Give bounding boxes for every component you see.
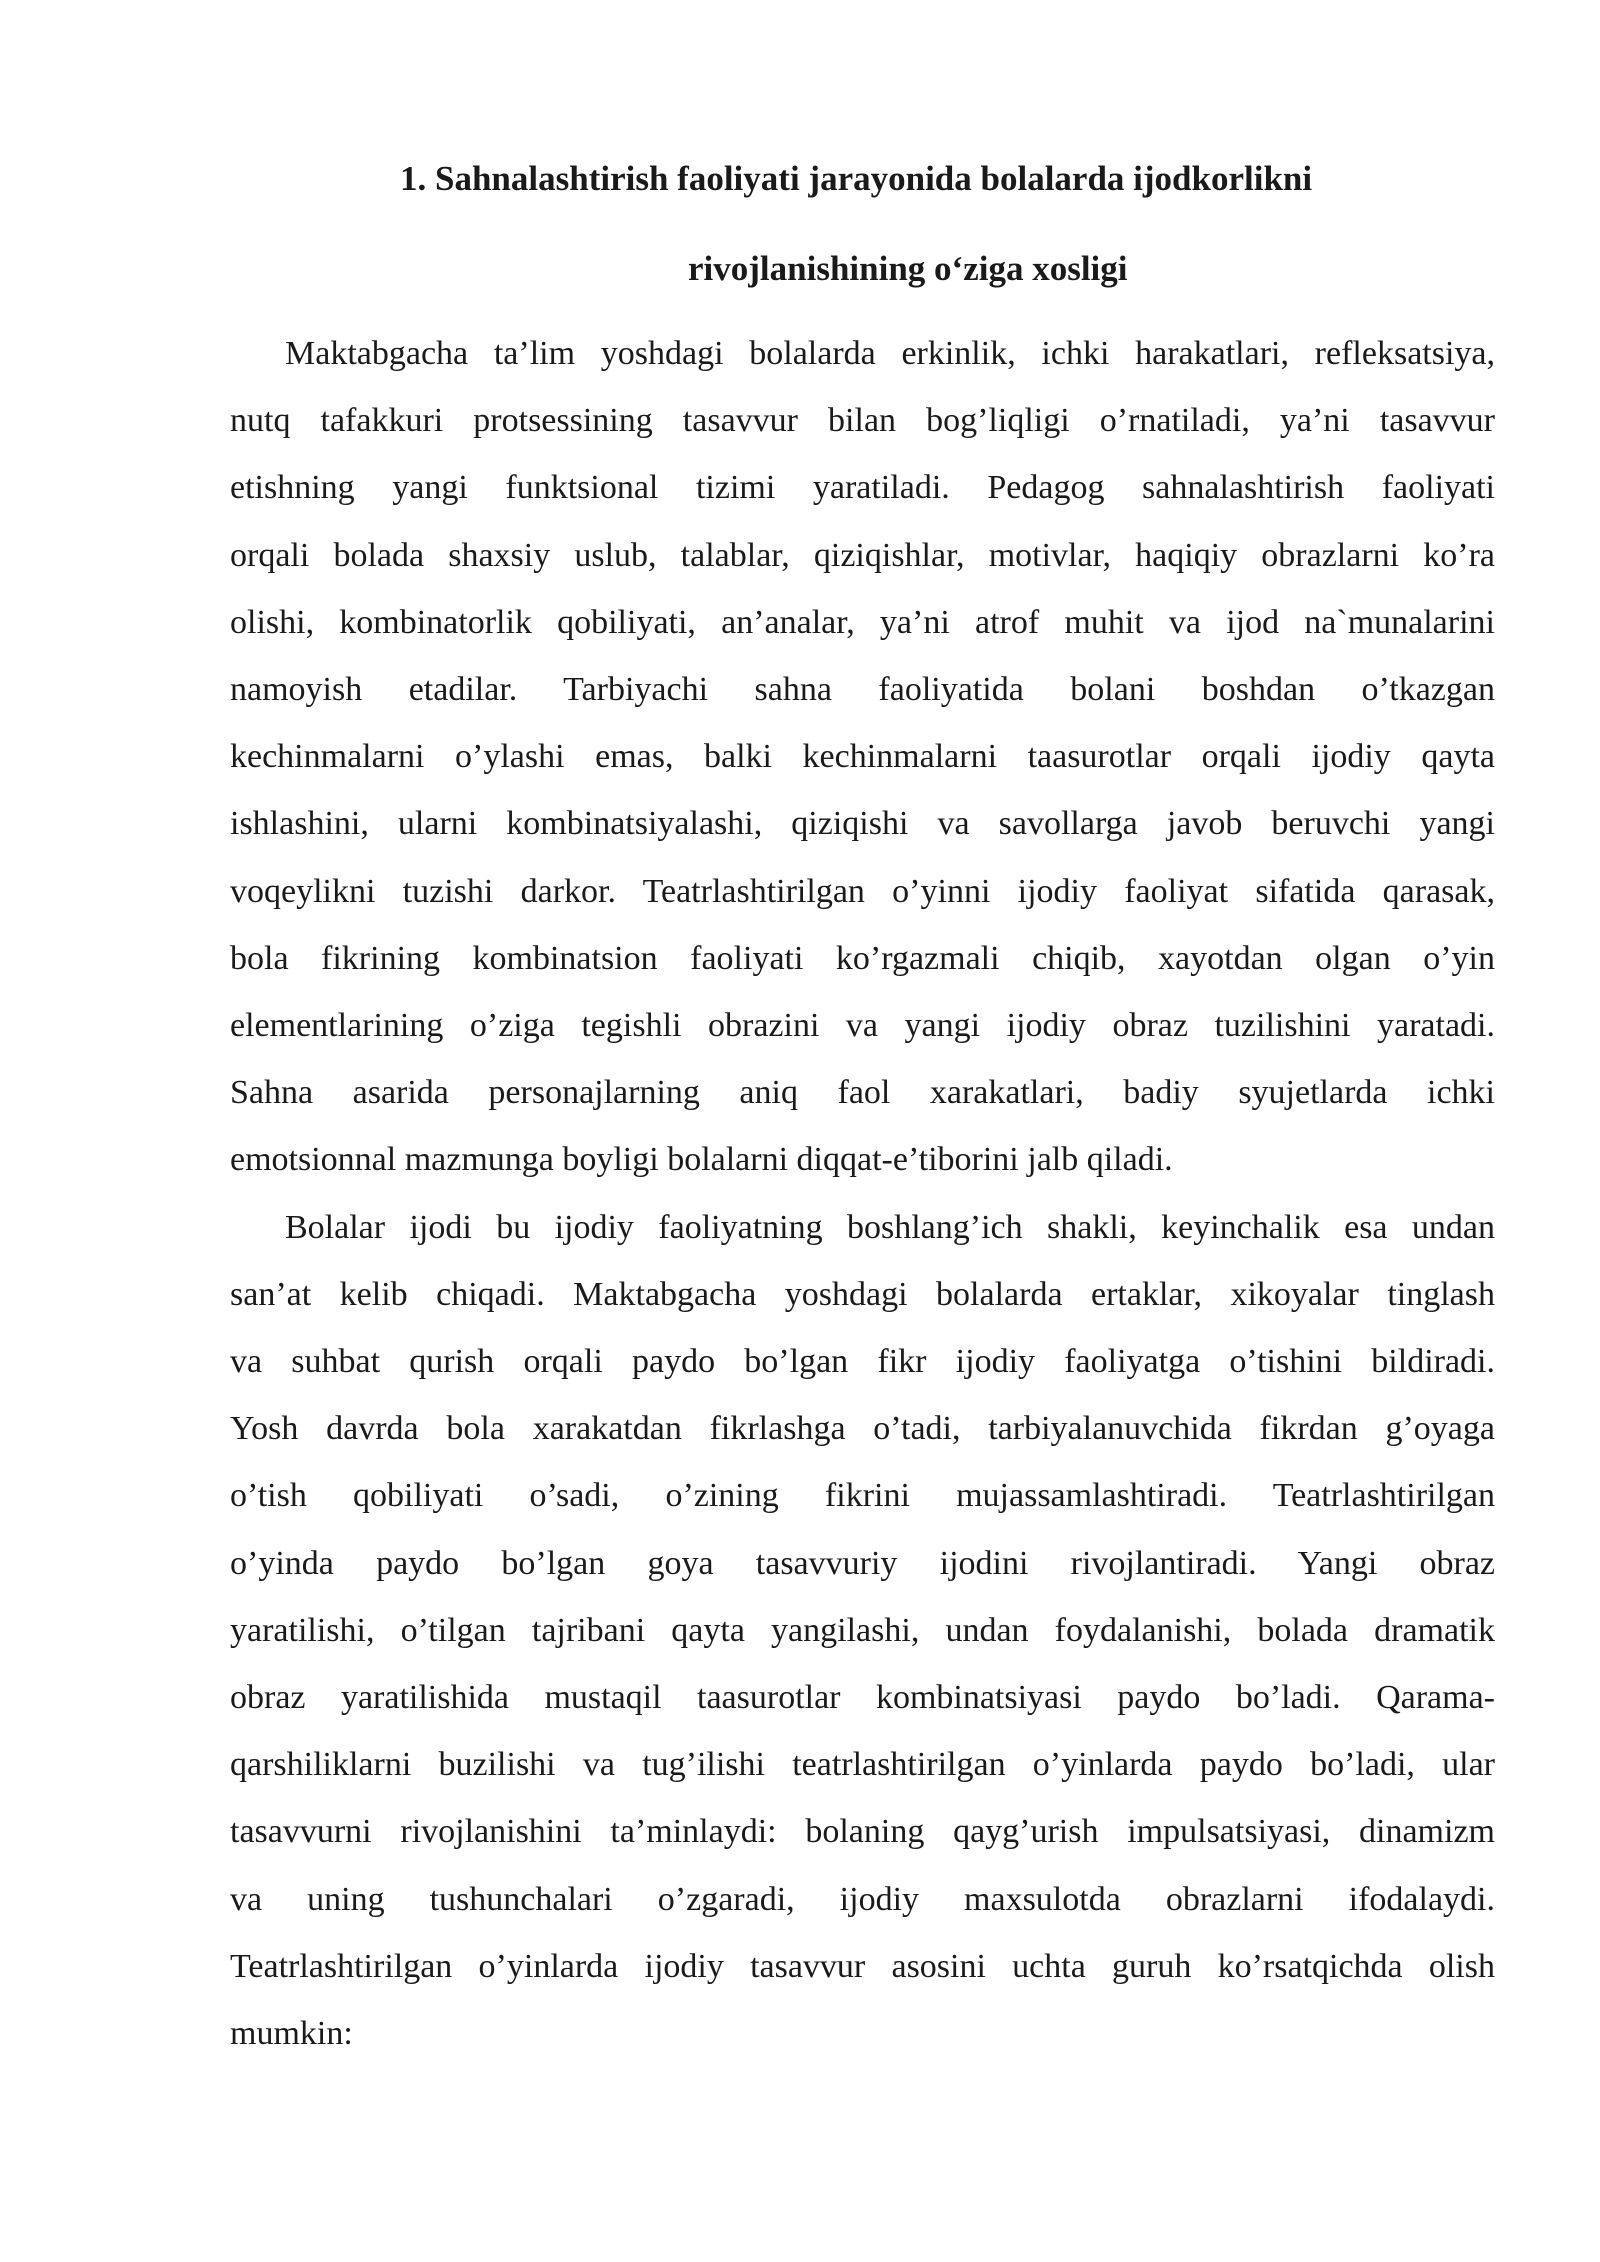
paragraph-line: Maktabgacha ta’lim yoshdagi bolalarda erkinlik, ichki harakatlari, refleksatsiya,	[285, 335, 1495, 372]
paragraph-line: Bolalar ijodi bu ijodiy faoliyatning boshlang’ich shakli, keyinchalik esa undan	[285, 1208, 1495, 1246]
paragraph-line: o’yinda paydo bo’lgan goya tasavvuriy ijodini rivojlantiradi. Yangi obraz	[230, 1544, 1495, 1582]
paragraph-line: Teatrlashtirilgan o’yinlarda ijodiy tasavvur asosini uchta guruh ko’rsatqichda olish	[230, 1947, 1495, 1985]
paragraph-line: namoyish etadilar. Tarbiyachi sahna faoliyatida bolani boshdan o’tkazgan	[230, 671, 1495, 709]
paragraph-line: kechinmalarni o’ylashi emas, balki kechinmalarni taasurotlar orqali ijodiy qayta	[230, 738, 1495, 776]
paragraph-line: etishning yangi funktsional tizimi yaratiladi. Pedagog sahnalashtirish faoliyati	[230, 469, 1495, 507]
section-heading	[230, 134, 1490, 314]
paragraph-line: san’at kelib chiqadi. Maktabgacha yoshdagi bolalarda ertaklar, xikoyalar tinglash	[230, 1275, 1495, 1313]
paragraph-line: obraz yaratilishida mustaqil taasurotlar kombinatsiyasi paydo bo’ladi. Qarama-	[230, 1679, 1495, 1717]
paragraph-1	[230, 320, 1495, 1194]
heading-line-2: rivojlanishining o‘ziga xosligi	[688, 249, 1128, 288]
paragraph-line: tasavvurni rivojlanishini ta’minlaydi: bolaning qayg’urish impulsatsiyasi, dinamizm	[230, 1813, 1495, 1851]
paragraph-line: Sahna asarida personajlarning aniq faol xarakatlari, badiy syujetlarda ichki	[230, 1074, 1495, 1112]
paragraph-line: voqeylikni tuzishi darkor. Teatrlashtirilgan o’yinni ijodiy faoliyat sifatida qarasak,	[230, 872, 1495, 910]
paragraph-line: va uning tushunchalari o’zgaradi, ijodiy maxsulotda obrazlarni ifodalaydi.	[230, 1880, 1495, 1918]
paragraph-line: va suhbat qurish orqali paydo bo’lgan fikr ijodiy faoliyatga o’tishini bildiradi.	[230, 1343, 1495, 1381]
paragraph-line: qarshiliklarni buzilishi va tug’ilishi teatrlashtirilgan o’yinlarda paydo bo’ladi, ular	[230, 1746, 1495, 1784]
paragraph-line: olishi, kombinatorlik qobiliyati, an’analar, ya’ni atrof muhit va ijod na`munalarini	[230, 603, 1495, 641]
paragraph-line: nutq tafakkuri protsessining tasavvur bilan bog’liqligi o’rnatiladi, ya’ni tasavvur	[230, 402, 1495, 440]
paragraph-line: o’tish qobiliyati o’sadi, o’zining fikrini mujassamlashtiradi. Teatrlashtirilgan	[230, 1477, 1495, 1515]
paragraph-line: mumkin:	[230, 2015, 353, 2053]
paragraph-line: bola fikrining kombinatsion faoliyati ko’rgazmali chiqib, xayotdan olgan o’yin	[230, 939, 1495, 977]
paragraphs	[230, 320, 1495, 2067]
paragraph-line: elementlarining o’ziga tegishli obrazini va yangi ijodiy obraz tuzilishini yaratadi.	[230, 1007, 1495, 1045]
heading-line-1: 1. Sahnalashtirish faoliyati jarayonida bolalarda ijodkorlikni	[400, 159, 1313, 198]
body-text	[230, 320, 1495, 2067]
paragraph-line: yaratilishi, o’tilgan tajribani qayta yangilashi, undan foydalanishi, bolada dramatik	[230, 1611, 1495, 1649]
paragraph-line: Yosh davrda bola xarakatdan fikrlashga o’tadi, tarbiyalanuvchida fikrdan g’oyaga	[230, 1410, 1495, 1448]
paragraph-line: emotsionnal mazmunga boyligi bolalarni diqqat-e’tiborini jalb qiladi.	[230, 1141, 1173, 1179]
paragraph-line: ishlashini, ularni kombinatsiyalashi, qiziqishi va savollarga javob beruvchi yangi	[230, 805, 1495, 843]
paragraph-line: orqali bolada shaxsiy uslub, talablar, qiziqishlar, motivlar, haqiqiy obrazlarni ko’ra	[230, 536, 1495, 574]
paragraph-2	[230, 1194, 1495, 2068]
